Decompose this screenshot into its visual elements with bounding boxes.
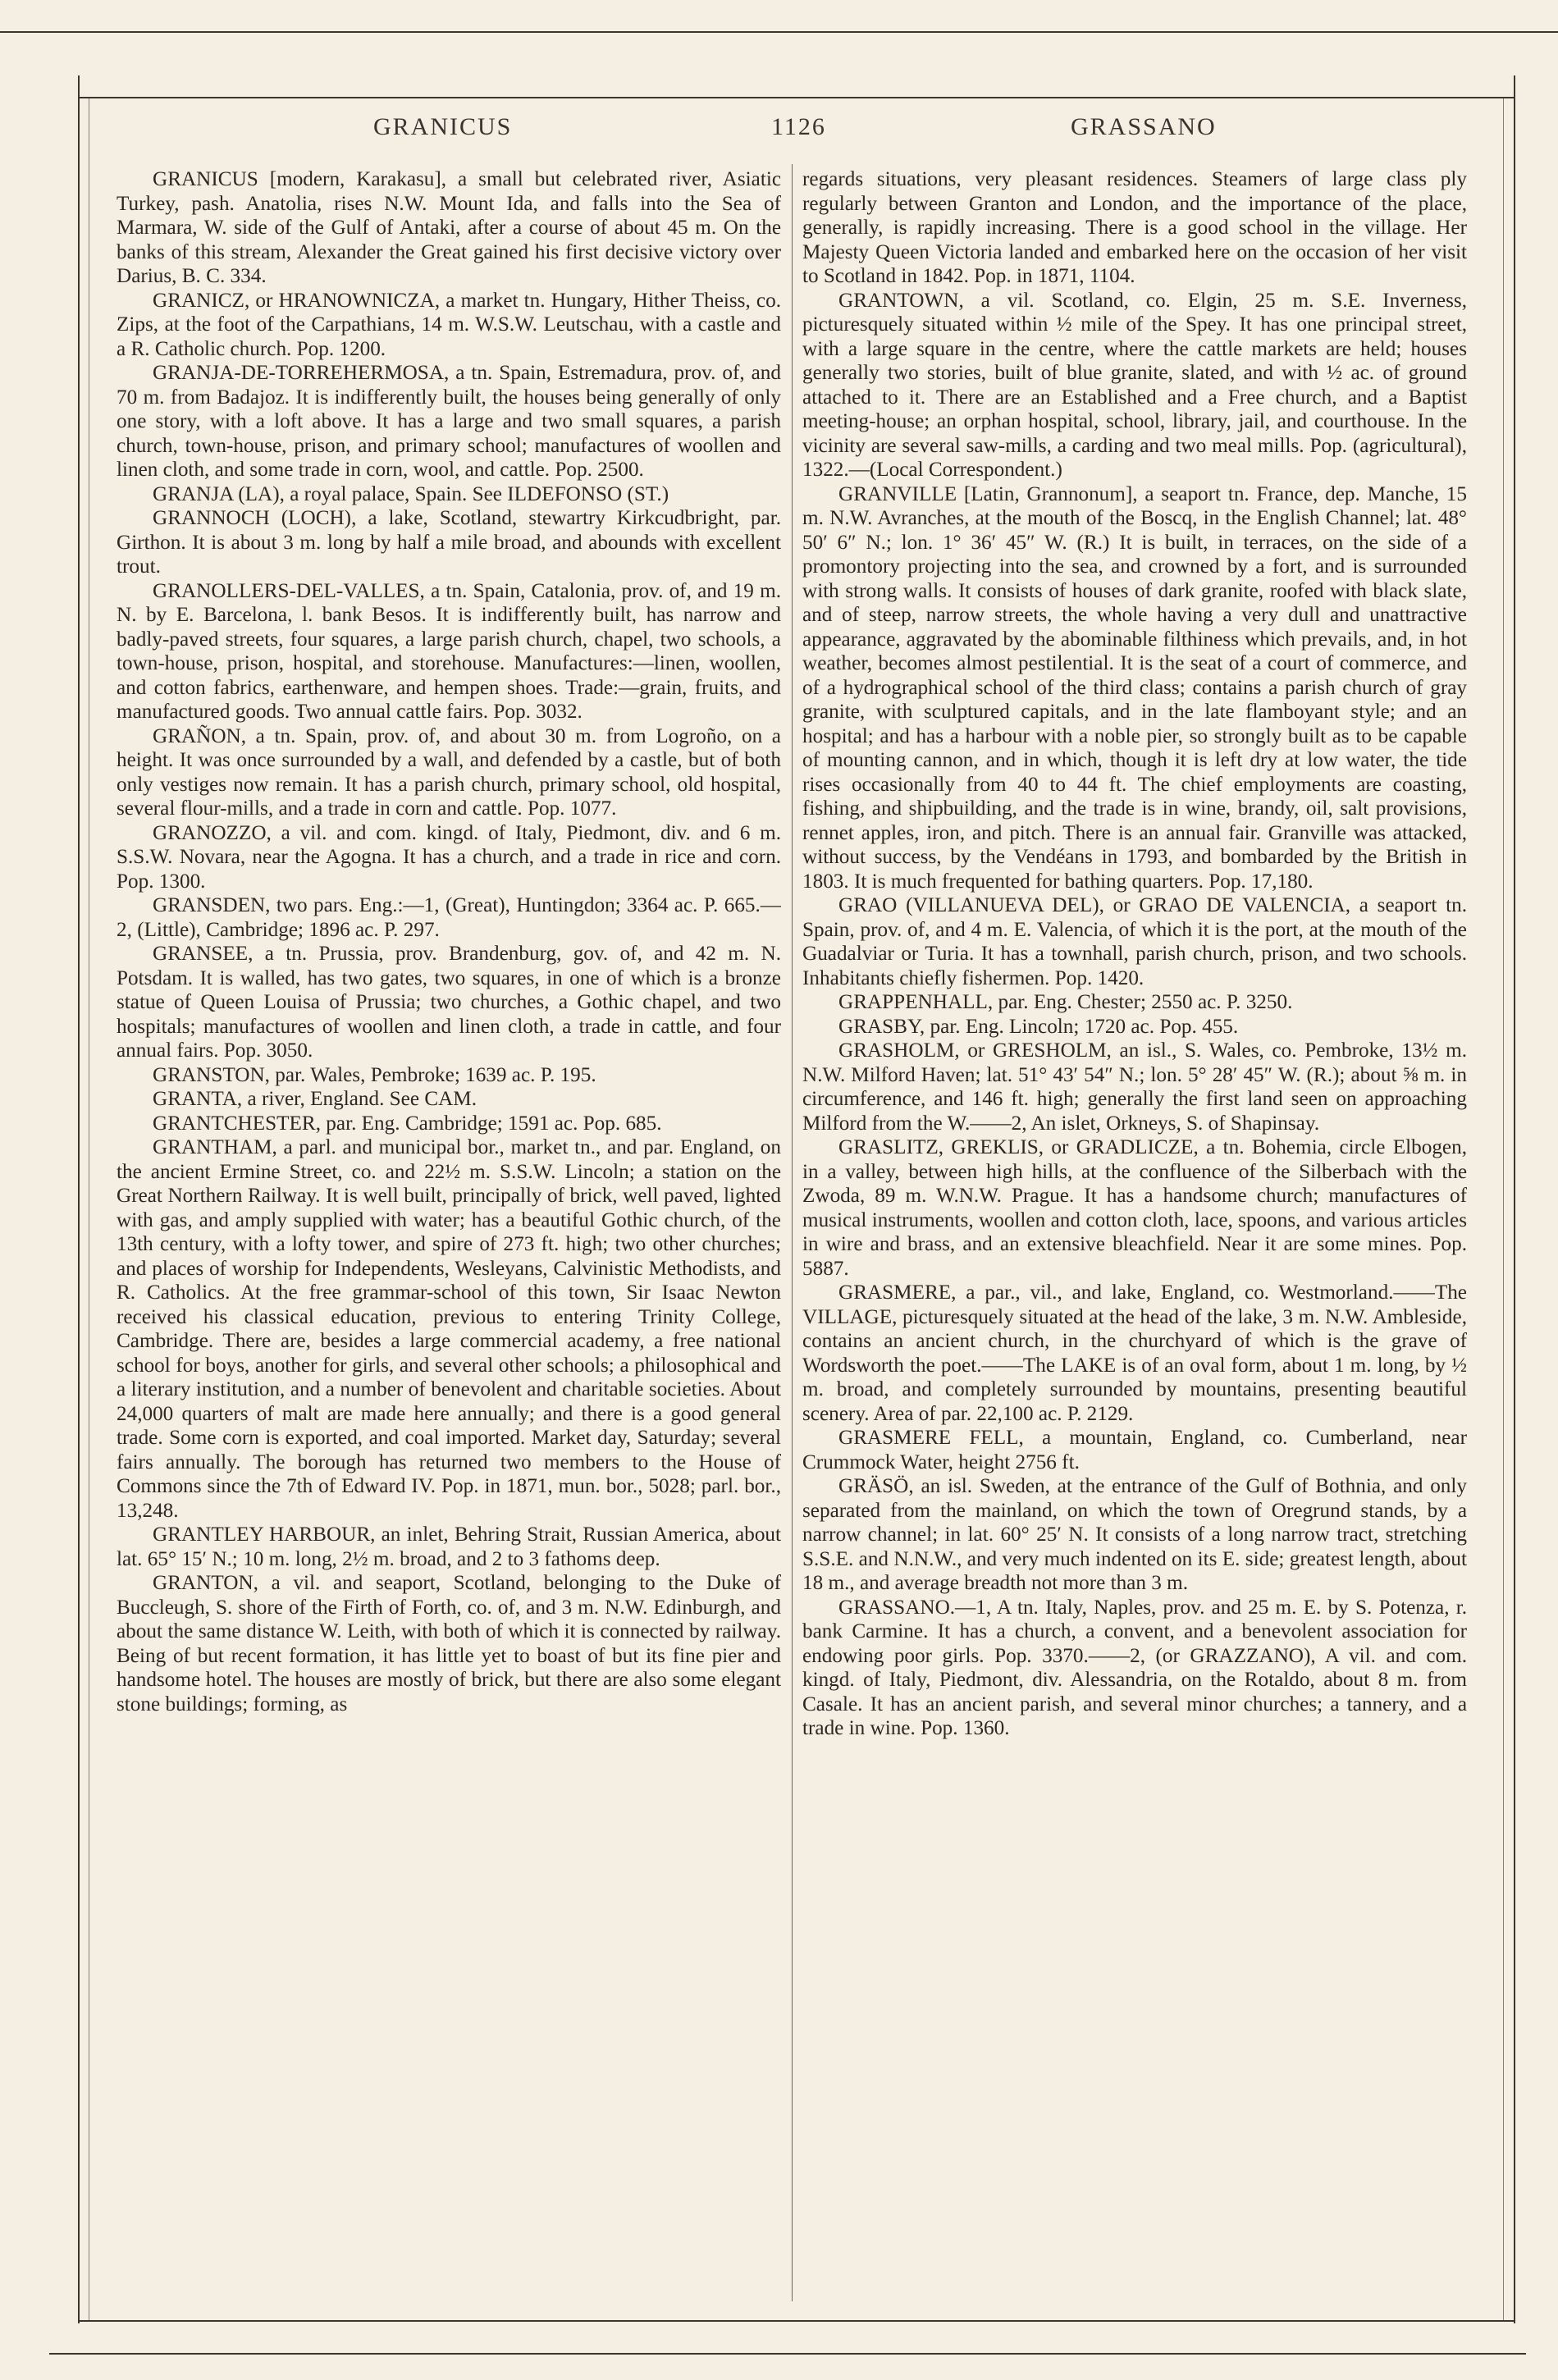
entry-granton-continued: regards situations, very pleasant residences. Steamers of large class ply regularly between Granton and London, and the importance of the place, generally, is rapidly increasing. There is a good school in the village. Her Majesty Queen Victoria landed and embarked here on the occasion of her visit to Scotland in 1842. Pop. in 1871, 1104. [802, 168, 1467, 287]
entry-grantown: GRANTOWN, a vil. Scotland, co. Elgin, 25 m. S.E. Inverness, picturesquely situated within ½ mile of the Spey. It has one principal street, with a large square in the centre, where the cattle markets are held; houses generally two stories, built of blue granite, slated, and with ½ ac. of ground attached to it. There are an Established and a Free church, and a Baptist meeting-house; an orphan hospital, school, library, jail, and courthouse. In the vicinity are several saw-mills, a carding and two meal mills. Pop. (agricultural), 1322.—(Local Correspondent.) [802, 289, 1467, 481]
entry-gransden: GRANSDEN, two pars. Eng.:—1, (Great), Huntingdon; 3364 ac. P. 665.—2, (Little), Cambridge; 1896 ac. P. 297. [117, 894, 781, 941]
entry-granozzo: GRANOZZO, a vil. and com. kingd. of Italy, Piedmont, div. and 6 m. S.S.W. Novara, near the Agogna. It has a church, and a trade in rice and corn. Pop. 1300. [117, 821, 781, 893]
entry-granton: GRANTON, a vil. and seaport, Scotland, belonging to the Duke of Buccleugh, S. shore of the Firth of Forth, co. of, and 3 m. N.W. Edinburgh, and about the same distance W. Leith, with both of which it is connected by railway. Being of but recent formation, it has little yet to boast of but its fine pier and handsome hotel. The houses are mostly of brick, but there are also some elegant stone buildings; forming, as [117, 1572, 781, 1715]
left-rule [78, 75, 80, 2323]
entry-grasholm: GRASHOLM, or GRESHOLM, an isl., S. Wales, co. Pembroke, 13½ m. N.W. Milford Haven; lat. 51° 43′ 54″ N.; lon. 5° 28′ 45″ W. (R.); about ⅝ m. in circumference, and 146 ft. high; generally the first land seen on approaching Milford from the W.——2, An islet, Orkneys, S. of Shapinsay. [802, 1039, 1467, 1135]
entry-grassano: GRASSANO.—1, A tn. Italy, Naples, prov. and 25 m. E. by S. Potenza, r. bank Carmine. It has a church, a convent, and a benevolent association for endowing poor girls. Pop. 3370.——2, (or GRAZZANO), A vil. and com. kingd. of Italy, Piedmont, div. Alessandria, on the Rotaldo, about 8 m. from Casale. It has an ancient parish, and several minor churches; a tannery, and a trade in wine. Pop. 1360. [802, 1596, 1467, 1739]
entry-grantham: GRANTHAM, a parl. and municipal bor., market tn., and par. England, on the ancient Ermine Street, co. and 22½ m. S.S.W. Lincoln; a station on the Great Northern Railway. It is well built, principally of brick, well paved, lighted with gas, and amply supplied with water; has a beautiful Gothic church, of the 13th century, with a lofty tower, and spire of 273 ft. high; two other churches; and places of worship for Independents, Wesleyans, Calvinistic Methodists, and R. Catholics. At the free grammar-school of this town, Sir Isaac Newton received his classical education, previous to entering Trinity College, Cambridge. There are, besides a large commercial academy, a free national school for boys, another for girls, and several other schools; a philosophical and a literary institution, and a number of benevolent and charitable societies. About 24,000 quarters of malt are made here annually; and there is a good general trade. Some corn is exported, and coal imported. Market day, Saturday; several fairs annually. The borough has returned two members to the House of Commons since the 7th of Edward IV. Pop. in 1871, mun. bor., 5028; parl. bor., 13,248. [117, 1136, 781, 1522]
right-rule [1514, 75, 1515, 2323]
entry-grantchester: GRANTCHESTER, par. Eng. Cambridge; 1591 ac. Pop. 685. [153, 1112, 662, 1135]
entry-granville: GRANVILLE [Latin, Grannonum], a seaport tn. France, dep. Manche, 15 m. N.W. Avranches, at the mouth of the Boscq, in the English Channel; lat. 48° 50′ 6″ N.; lon. 1° 36′ 45″ W. (R.) It is built, in terraces, on the side of a promontory projecting into the sea, and crowned by a fort, and is surrounded with strong walls. It consists of houses of dark granite, roofed with black slate, and of steep, narrow streets, the whole having a very dull and unattractive appearance, aggravated by the abominable filthiness which prevails, and, in hot weather, becomes almost pestilential. It is the seat of a court of commerce, and of a hydrographical school of the third class; contains a parish church of gray granite, with sculptured capitals, and in the late flamboyant style; and an hospital; and has a harbour with a noble pier, so strongly built as to be capable of mounting cannon, and in which, though it is left dry at low water, the tide rises occasionally from 40 to 44 ft. The chief employments are coasting, fishing, and shipbuilding, and the trade is in wine, brandy, oil, salt provisions, rennet apples, iron, and pitch. There is an annual fair. Granville was attacked, without success, by the Vendéans in 1793, and bombarded by the British in 1803. It is much frequented for bathing quarters. Pop. 17,180. [802, 482, 1467, 893]
entry-granta: GRANTA, a river, England. See CAM. [153, 1088, 477, 1110]
page-number: 1126 [771, 113, 826, 140]
entry-granston: GRANSTON, par. Wales, Pembroke; 1639 ac. P. 195. [153, 1063, 596, 1086]
bottom-rule-inner [78, 2320, 1515, 2322]
column-right [802, 167, 1467, 2309]
header-left-word: GRANICUS [373, 113, 513, 140]
bottom-rule-outer [49, 2353, 1526, 2355]
entry-granollers: GRANOLLERS-DEL-VALLES, a tn. Spain, Catalonia, prov. of, and 19 m. N. by E. Barcelona, l. bank Besos. It is indifferently built, has narrow and badly-paved streets, four squares, a large parish church, chapel, two schools, a town-house, prison, hospital, and storehouse. Manufactures:—linen, woollen, and cotton fabrics, earthenware, and hempen shoes. Trade:—grain, fruits, and manufactured goods. Two annual cattle fairs. Pop. 3032. [117, 579, 781, 723]
running-header [123, 113, 1468, 154]
entry-granja-la: GRANJA (LA), a royal palace, Spain. See ILDEFONSO (ST.) [153, 482, 669, 505]
entry-grasmere: GRASMERE, a par., vil., and lake, England, co. Westmorland.——The VILLAGE, picturesquely situated at the head of the lake, 3 m. N.W. Ambleside, contains an ancient church, in the churchyard of which is the grave of Wordsworth the poet.——The LAKE is of an oval form, about 1 m. long, by ½ m. broad, and completely surrounded by mountains, presenting beautiful scenery. Area of par. 22,100 ac. P. 2129. [802, 1281, 1467, 1425]
right-rule-thin [1503, 97, 1504, 2320]
column-divider [792, 164, 793, 2301]
entry-grasby: GRASBY, par. Eng. Lincoln; 1720 ac. Pop. 455. [838, 1015, 1239, 1038]
entry-granicus: GRANICUS [modern, Karakasu], a small but celebrated river, Asiatic Turkey, pash. Anatolia, rises N.W. Mount Ida, and falls into the Sea of Marmara, W. side of the Gulf of Antaki, after a course of about 45 m. On the banks of this stream, Alexander the Great gained his first decisive victory over Darius, B. C. 334. [117, 168, 781, 287]
entry-gransee: GRANSEE, a tn. Prussia, prov. Brandenburg, gov. of, and 42 m. N. Potsdam. It is walled, has two gates, two squares, in one of which is a bronze statue of Queen Louisa of Prussia; two churches, a Gothic chapel, and two hospitals; manufactures of woollen and linen cloth, a trade in cattle, and four annual fairs. Pop. 3050. [117, 943, 781, 1062]
entry-grantley-harbour: GRANTLEY HARBOUR, an inlet, Behring Strait, Russian America, about lat. 65° 15′ N.; 10 m. long, 2½ m. broad, and 2 to 3 fathoms deep. [117, 1523, 781, 1570]
entry-grannoch: GRANNOCH (LOCH), a lake, Scotland, stewartry Kirkcudbright, par. Girthon. It is about 3 m. long by half a mile broad, and abounds with excellent trout. [117, 507, 781, 578]
entry-graso: GRÄSÖ, an isl. Sweden, at the entrance of the Gulf of Bothnia, and only separated from the mainland, on which the town of Oregrund stands, by a narrow channel; in lat. 60° 25′ N. It consists of a long narrow tract, stretching S.S.E. and N.N.W., and very much indented on its E. side; greatest length, about 18 m., and average breadth not more than 3 m. [802, 1475, 1467, 1594]
entry-grao: GRAO (VILLANUEVA DEL), or GRAO DE VALENCIA, a seaport tn. Spain, prov. of, and 4 m. E. Valencia, of which it is the port, at the mouth of the Guadalviar or Turia. It has a townhall, parish church, prison, and two schools. Inhabitants chiefly fishermen. Pop. 1420. [802, 894, 1467, 989]
entry-grasmere-fell: GRASMERE FELL, a mountain, England, co. Cumberland, near Crummock Water, height 2756 ft. [802, 1427, 1467, 1473]
entry-graslitz: GRASLITZ, GREKLIS, or GRADLICZE, a tn. Bohemia, circle Elbogen, in a valley, between high hills, at the confluence of the Silberbach with the Zwoda, 89 m. W.N.W. Prague. It has a handsome church; manufactures of musical instruments, woollen and cotton cloth, lace, spoons, and various articles in wire and brass, and an extensive bleachfield. Near it are some mines. Pop. 5887. [802, 1136, 1467, 1280]
entry-granja-de-torrehermosa: GRANJA-DE-TORREHERMOSA, a tn. Spain, Estremadura, prov. of, and 70 m. from Badajoz. It is indifferently built, the houses being generally of only one story, with a loft above. It has a large and two small squares, a parish church, town-house, prison, and primary school; manufactures of woollen and linen cloth, and some trade in corn, wool, and cattle. Pop. 2500. [117, 362, 781, 481]
top-rule-outer [0, 31, 1558, 33]
entry-granon: GRAÑON, a tn. Spain, prov. of, and about 30 m. from Logroño, on a height. It was once surrounded by a wall, and defended by a castle, but of both only vestiges now remain. It has a parish church, primary school, old hospital, several flour-mills, and a trade in corn and cattle. Pop. 1077. [117, 724, 781, 820]
top-rule-inner [78, 97, 1514, 98]
entry-granicz: GRANICZ, or HRANOWNICZA, a market tn. Hungary, Hither Theiss, co. Zips, at the foot of the Carpathians, 14 m. W.S.W. Leutschau, with a castle and a R. Catholic church. Pop. 1200. [117, 289, 781, 360]
header-right-word: GRASSANO [1071, 113, 1217, 140]
entry-grappenhall: GRAPPENHALL, par. Eng. Chester; 2550 ac. P. 3250. [838, 991, 1293, 1013]
column-left [117, 167, 781, 2309]
